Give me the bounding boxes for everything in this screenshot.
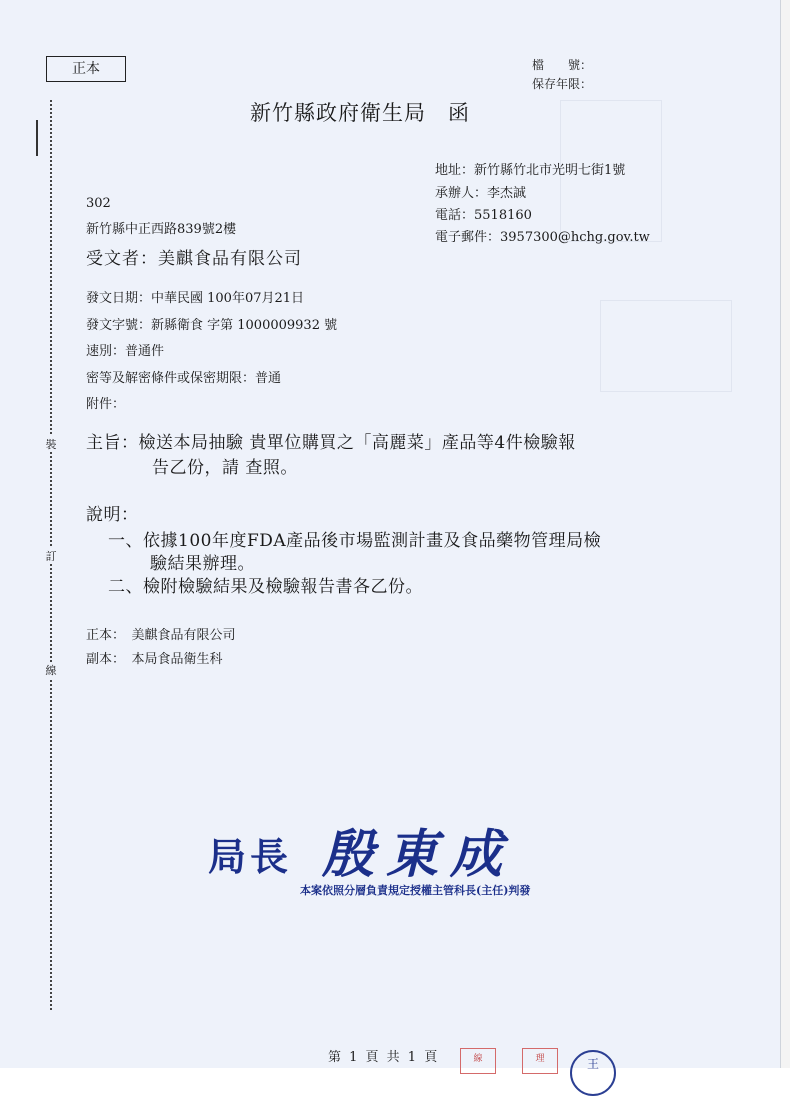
red-seal-right: 理 [522,1048,558,1074]
document-number: 發文字號：新縣衛食 字第 1000009932 號 [86,318,338,333]
delivery-speed: 速別：普通件 [86,344,165,359]
signature-name-stamp: 殷東成 [322,824,515,885]
retention-label: 保存年限： [532,77,593,91]
sender-handler: 承辦人：李杰誠 [435,186,527,201]
round-blue-seal: 王 [570,1050,616,1096]
page-number: 第 1 頁 共 1 頁 [328,1050,440,1065]
copy-recipient: 副本： 本局食品衛生科 [86,652,223,667]
pen-mark [36,120,38,156]
recipient-line: 受文者：美麒食品有限公司 [86,249,302,269]
sender-address: 地址：新竹縣竹北市光明七街1號 [435,163,626,178]
explanation-item-2: 二、檢附檢驗結果及檢驗報告書各乙份。 [108,577,423,597]
binding-mark-ding: 訂 [45,550,57,563]
sender-email: 電子郵件：3957300@hchg.gov.tw [435,230,650,245]
recipient-postal-code: 302 [86,196,111,211]
red-seal-left: 線 [460,1048,496,1074]
signature-title-stamp: 局長 [208,834,293,879]
file-number-label: 檔 號： [532,58,593,72]
sender-phone: 電話：5518160 [435,208,532,223]
binding-mark-xian: 線 [45,664,57,677]
bleed-through-shadow [600,300,732,392]
document-title: 新竹縣政府衛生局 函 [250,101,470,125]
subject-line-2: 告乙份，請 查照。 [152,458,298,478]
subject-line-1: 主旨：檢送本局抽驗 貴單位購買之「高麗菜」產品等4件檢驗報 [86,433,576,453]
explanation-item-1-line-2: 驗結果辦理。 [150,554,255,574]
issue-date: 發文日期：中華民國 100年07月21日 [86,291,305,306]
attachments: 附件： [86,397,126,412]
original-recipient: 正本： 美麒食品有限公司 [86,628,236,643]
copy-type-box: 正本 [46,56,126,82]
binding-mark-zhuang: 裝 [45,438,57,451]
secrecy-level: 密等及解密條件或保密期限：普通 [86,371,282,386]
scan-edge [780,0,790,1068]
delegation-note-stamp: 本案依照分層負責規定授權主管科長(主任)判發 [300,884,531,897]
recipient-street-address: 新竹縣中正西路839號2樓 [86,222,237,237]
explanation-item-1-line-1: 一、依據100年度FDA產品後市場監測計畫及食品藥物管理局檢 [108,531,602,551]
explanation-heading: 說明： [86,505,139,525]
